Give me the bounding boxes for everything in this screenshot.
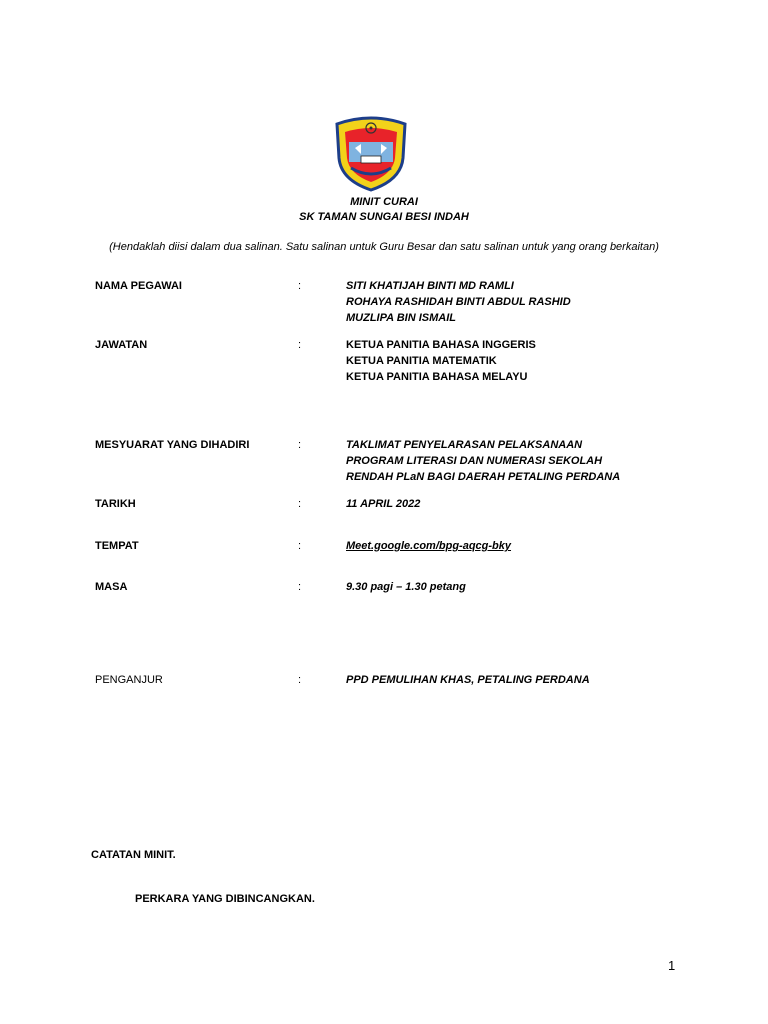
- meeting-line: RENDAH PLaN BAGI DAERAH PETALING PERDANA: [346, 471, 621, 483]
- position-line: KETUA PANITIA BAHASA INGGERIS: [346, 339, 536, 351]
- meeting-line: PROGRAM LITERASI DAN NUMERASI SEKOLAH: [346, 455, 603, 467]
- label-tempat: TEMPAT: [95, 540, 139, 552]
- school-crest-icon: [331, 114, 411, 192]
- label-jawatan: JAWATAN: [95, 339, 148, 351]
- colon: :: [298, 540, 302, 552]
- officer-name: ROHAYA RASHIDAH BINTI ABDUL RASHID: [346, 296, 571, 308]
- value-jawatan: [346, 337, 536, 385]
- value-nama-pegawai: [346, 278, 571, 326]
- label-penganjur: PENGANJUR: [95, 674, 163, 686]
- value-mesyuarat: [346, 437, 620, 485]
- colon: :: [298, 439, 302, 451]
- value-tarikh: 11 APRIL 2022: [346, 498, 421, 510]
- school-name: SK TAMAN SUNGAI BESI INDAH: [299, 211, 469, 223]
- colon: :: [298, 498, 302, 510]
- officer-name: MUZLIPA BIN ISMAIL: [346, 312, 456, 324]
- label-mesyuarat: MESYUARAT YANG DIHADIRI: [95, 439, 250, 451]
- value-penganjur: PPD PEMULIHAN KHAS, PETALING PERDANA: [346, 674, 590, 686]
- value-masa: 9.30 pagi – 1.30 petang: [346, 581, 466, 593]
- label-nama-pegawai: NAMA PEGAWAI: [95, 280, 182, 292]
- colon: :: [298, 674, 302, 686]
- meet-link[interactable]: Meet.google.com/bpg-aqcg-bky: [346, 540, 512, 552]
- section-perkara: PERKARA YANG DIBINCANGKAN.: [135, 893, 315, 905]
- instruction-note: (Hendaklah diisi dalam dua salinan. Satu salinan untuk Guru Besar dan satu salinan untuk yang orang berkaitan): [109, 241, 659, 253]
- document-title: MINIT CURAI: [350, 196, 418, 208]
- position-line: KETUA PANITIA BAHASA MELAYU: [346, 371, 528, 383]
- colon: :: [298, 581, 302, 593]
- page-number: 1: [668, 958, 676, 973]
- label-masa: MASA: [95, 581, 128, 593]
- officer-name: SITI KHATIJAH BINTI MD RAMLI: [346, 280, 514, 292]
- label-tarikh: TARIKH: [95, 498, 136, 510]
- meeting-line: TAKLIMAT PENYELARASAN PELAKSANAAN: [346, 439, 583, 451]
- colon: :: [298, 339, 302, 351]
- colon: :: [298, 280, 302, 292]
- position-line: KETUA PANITIA MATEMATIK: [346, 355, 497, 367]
- section-catatan-minit: CATATAN MINIT.: [91, 849, 176, 861]
